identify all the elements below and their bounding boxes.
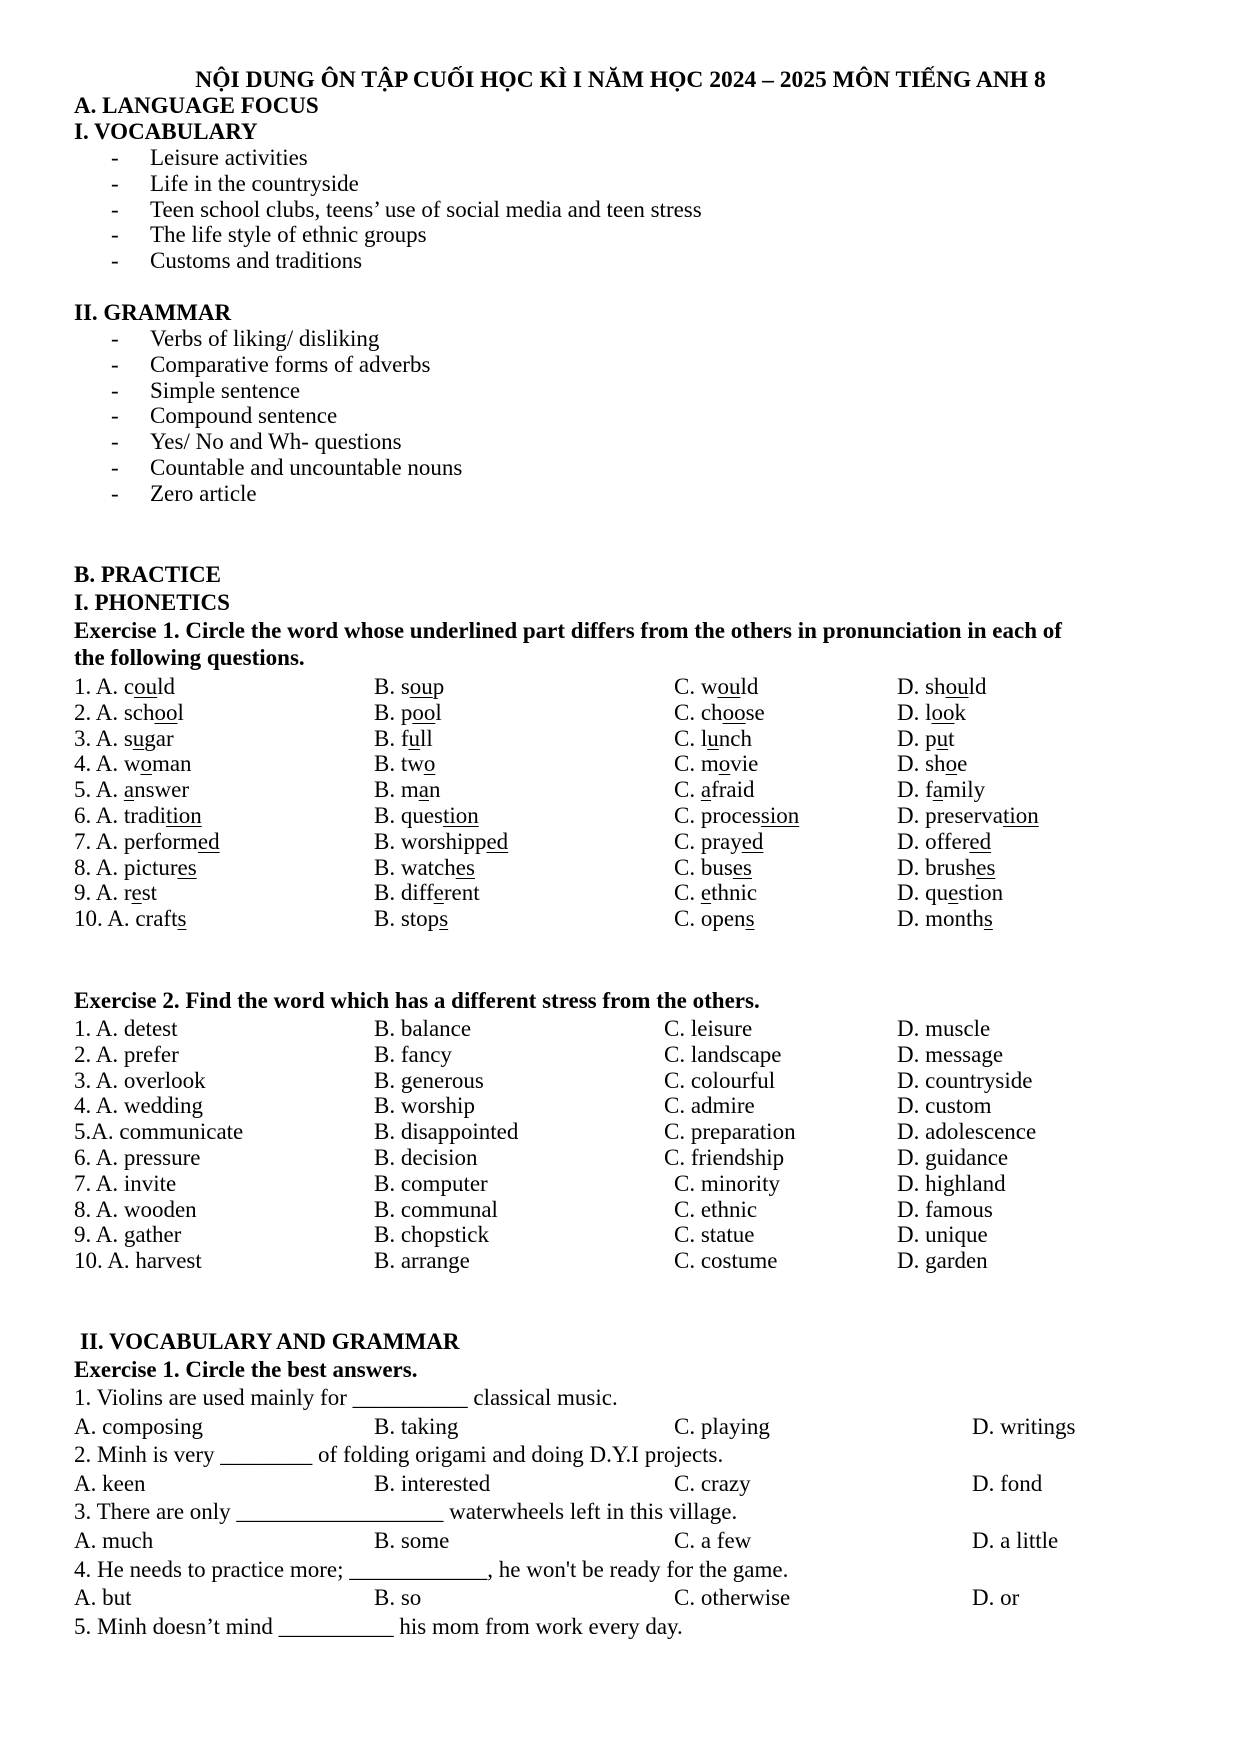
answer-option xyxy=(897,673,986,701)
answer-option xyxy=(374,828,508,856)
bullet-item: Zero article xyxy=(150,480,257,506)
bullet-item: Comparative forms of adverbs xyxy=(150,351,431,377)
answer-option xyxy=(674,725,752,753)
answer-option: D. or xyxy=(972,1585,1020,1611)
underlined-part: es xyxy=(732,854,752,880)
option-text-before: B. f xyxy=(374,725,409,751)
option-text-after: vie xyxy=(730,751,759,777)
underlined-part: s xyxy=(983,906,993,932)
answer-option xyxy=(674,750,758,778)
answer-option: C. landscape xyxy=(664,1041,782,1067)
answer-option xyxy=(74,854,197,882)
underlined-part: a xyxy=(123,777,135,803)
option-text-after: rent xyxy=(443,880,480,906)
option-text-before: D. month xyxy=(897,906,984,932)
answer-option: A. composing xyxy=(74,1413,204,1439)
option-text-before: C. bus xyxy=(674,854,733,880)
bullet-dash: - xyxy=(111,326,119,351)
answer-option: B. communal xyxy=(374,1196,498,1222)
answer-option: 7. A. invite xyxy=(74,1170,177,1196)
answer-option: 1. A. detest xyxy=(74,1016,178,1041)
exercise-1-instruction-cont: the following questions. xyxy=(74,645,305,670)
option-text-after: fraid xyxy=(711,777,755,803)
option-text-before: D. f xyxy=(897,777,933,803)
vocabulary-heading: I. VOCABULARY xyxy=(74,119,258,144)
option-text-before: 8. A. pictur xyxy=(74,854,178,880)
answer-option xyxy=(897,905,993,933)
answer-option xyxy=(374,725,433,753)
bullet-dash: - xyxy=(111,196,119,222)
underlined-part: e xyxy=(131,880,142,906)
answer-option: C. minority xyxy=(674,1170,781,1196)
bullet-dash: - xyxy=(111,145,119,170)
answer-option xyxy=(74,699,184,727)
answer-option: D. famous xyxy=(897,1196,993,1222)
underlined-part: s xyxy=(439,906,449,932)
answer-option xyxy=(897,802,1039,830)
page-title: NỘI DUNG ÔN TẬP CUỐI HỌC KÌ I NĂM HỌC 2024 – 2025 MÔN TIẾNG ANH 8 xyxy=(195,67,1046,93)
answer-option: D. writings xyxy=(972,1413,1076,1439)
answer-option: D. countryside xyxy=(897,1067,1033,1093)
option-text-before: 7. A. perform xyxy=(74,828,198,854)
option-text-before: C. xyxy=(674,777,701,803)
answer-option xyxy=(674,854,752,882)
option-text-before: D. brush xyxy=(897,854,977,880)
answer-option: B. taking xyxy=(374,1413,459,1439)
answer-option: B. arrange xyxy=(374,1248,470,1274)
bullet-item: Verbs of liking/ disliking xyxy=(150,326,380,351)
underlined-part: tion xyxy=(1003,803,1039,828)
bullet-dash: - xyxy=(111,351,119,377)
option-text-before: 10. A. craft xyxy=(74,906,178,932)
option-text-before: D. offer xyxy=(897,828,970,854)
option-text-after: nswer xyxy=(134,777,189,803)
option-text-before: B. stop xyxy=(374,906,440,932)
underlined-part: ed xyxy=(741,828,764,854)
answer-option: C. costume xyxy=(674,1248,778,1274)
answer-option xyxy=(374,776,440,804)
answer-option xyxy=(374,750,435,778)
underlined-part: es xyxy=(455,854,475,880)
bullet-item: Compound sentence xyxy=(150,403,338,429)
option-text-before: D. preserva xyxy=(897,803,1004,828)
answer-option: C. admire xyxy=(664,1093,755,1119)
underlined-part: es xyxy=(177,854,197,880)
answer-option: 9. A. gather xyxy=(74,1222,182,1248)
answer-option: C. friendship xyxy=(664,1145,785,1170)
option-text-after: p xyxy=(432,674,445,699)
answer-option xyxy=(74,802,202,830)
underlined-part: tion xyxy=(443,803,479,828)
answer-option xyxy=(674,699,765,727)
underlined-part: ou xyxy=(134,674,158,699)
answer-option: B. so xyxy=(374,1585,422,1611)
answer-option: 2. A. prefer xyxy=(74,1041,179,1067)
underlined-part: s xyxy=(177,906,187,932)
option-text-before: 2. A. sch xyxy=(74,699,155,725)
answer-option: 4. A. wedding xyxy=(74,1093,204,1119)
answer-option xyxy=(74,673,175,701)
underlined-part: tion xyxy=(166,803,202,828)
underlined-part: a xyxy=(932,777,943,803)
bullet-item: Yes/ No and Wh- questions xyxy=(150,429,402,455)
answer-option xyxy=(374,699,442,727)
bullet-dash: - xyxy=(111,403,119,429)
answer-option: C. statue xyxy=(674,1222,755,1248)
answer-option: 8. A. wooden xyxy=(74,1196,197,1222)
bullet-item: The life style of ethnic groups xyxy=(150,222,427,248)
underlined-part: oo xyxy=(154,699,178,725)
underlined-part: ou xyxy=(945,674,969,699)
option-text-after: thnic xyxy=(711,880,758,906)
exercise-1-instruction: Exercise 1. Circle the word whose underlined part differs from the others in pronunciation in each of xyxy=(74,618,1062,643)
underlined-part: oo xyxy=(722,699,746,725)
underlined-part: oo xyxy=(412,699,436,725)
underlined-part: u xyxy=(132,725,145,751)
option-text-before: B. ques xyxy=(374,803,443,828)
grammar-heading: II. GRAMMAR xyxy=(74,300,232,325)
underlined-part: ed xyxy=(486,828,509,854)
answer-option: D. a little xyxy=(972,1528,1059,1553)
option-text-after: ll xyxy=(420,725,433,751)
option-text-before: B. m xyxy=(374,777,419,803)
question-text: 4. He needs to practice more; ____________, he won't be ready for the game. xyxy=(74,1556,789,1582)
option-text-after: stion xyxy=(958,880,1004,906)
question-text: 5. Minh doesn’t mind __________ his mom from work every day. xyxy=(74,1613,683,1639)
answer-option xyxy=(374,673,444,701)
option-text-before: C. w xyxy=(674,674,718,699)
answer-option: C. leisure xyxy=(664,1016,753,1041)
vg-exercise-1-instruction: Exercise 1. Circle the best answers. xyxy=(74,1357,418,1382)
answer-option: C. otherwise xyxy=(674,1585,791,1611)
option-text-before: C. m xyxy=(674,751,719,777)
answer-option: B. decision xyxy=(374,1145,478,1170)
underlined-part: o xyxy=(718,751,731,777)
option-text-before: C. open xyxy=(674,906,746,932)
answer-option: B. worship xyxy=(374,1093,475,1119)
answer-option: A. but xyxy=(74,1585,132,1611)
bullet-item: Simple sentence xyxy=(150,377,301,403)
answer-option: D. fond xyxy=(972,1470,1043,1496)
bullet-item: Leisure activities xyxy=(150,145,308,170)
bullet-dash: - xyxy=(111,429,119,455)
answer-option: B. disappointed xyxy=(374,1119,519,1145)
answer-option: 3. A. overlook xyxy=(74,1067,206,1093)
option-text-before: D. sh xyxy=(897,751,946,777)
underlined-part: o xyxy=(140,751,152,777)
answer-option: B. balance xyxy=(374,1016,472,1041)
option-text-before: D. sh xyxy=(897,674,946,699)
underlined-part: o xyxy=(423,751,436,777)
question-text: 2. Minh is very ________ of folding origami and doing D.Y.I projects. xyxy=(74,1442,724,1468)
underlined-part: oo xyxy=(931,699,955,725)
underlined-part: u xyxy=(408,725,420,751)
answer-option: D. adolescence xyxy=(897,1119,1037,1145)
answer-option: C. ethnic xyxy=(674,1196,758,1222)
option-text-before: B. diff xyxy=(374,880,434,906)
answer-option: B. generous xyxy=(374,1067,484,1093)
option-text-after: e xyxy=(957,751,968,777)
bullet-item: Countable and uncountable nouns xyxy=(150,455,463,480)
bullet-dash: - xyxy=(111,222,119,248)
answer-option xyxy=(674,673,758,701)
option-text-before: D. p xyxy=(897,725,937,751)
answer-option xyxy=(74,776,189,804)
answer-option xyxy=(674,802,799,830)
answer-option: B. interested xyxy=(374,1470,491,1496)
option-text-before: B. worshipp xyxy=(374,828,487,854)
underlined-part: ou xyxy=(717,674,741,699)
underlined-part: u xyxy=(936,725,949,751)
answer-option: B. computer xyxy=(374,1170,488,1196)
bullet-dash: - xyxy=(111,455,119,480)
underlined-part: sion xyxy=(760,803,800,828)
bullet-dash: - xyxy=(111,248,119,274)
answer-option xyxy=(374,802,479,830)
option-text-after: se xyxy=(745,699,765,725)
option-text-before: 5. A. xyxy=(74,777,124,803)
option-text-after: k xyxy=(954,699,966,725)
answer-option: B. chopstick xyxy=(374,1222,489,1248)
option-text-before: C. l xyxy=(674,725,708,751)
option-text-before: C. ch xyxy=(674,699,723,725)
answer-option xyxy=(74,879,157,907)
option-text-before: 6. A. tradi xyxy=(74,803,166,828)
question-text: 3. There are only __________________ waterwheels left in this village. xyxy=(74,1499,738,1525)
underlined-part: ed xyxy=(969,828,992,854)
answer-option: B. fancy xyxy=(374,1041,452,1067)
answer-option xyxy=(674,905,755,933)
option-text-before: 9. A. r xyxy=(74,880,132,906)
exercise-2-instruction: Exercise 2. Find the word which has a different stress from the others. xyxy=(74,988,760,1013)
option-text-before: B. watch xyxy=(374,854,456,880)
option-text-before: C. xyxy=(674,880,701,906)
option-text-after: ld xyxy=(157,674,175,699)
answer-option xyxy=(897,776,985,804)
answer-option: D. garden xyxy=(897,1248,988,1274)
underlined-part: a xyxy=(700,777,712,803)
answer-option xyxy=(897,725,955,753)
underlined-part: a xyxy=(418,777,429,803)
answer-option xyxy=(74,750,192,778)
option-text-before: 4. A. w xyxy=(74,751,141,777)
answer-option: D. muscle xyxy=(897,1016,991,1041)
answer-option xyxy=(674,879,757,907)
bullet-dash: - xyxy=(111,377,119,403)
answer-option: D. guidance xyxy=(897,1145,1009,1170)
underlined-part: u xyxy=(707,725,719,751)
answer-option xyxy=(897,879,1003,907)
option-text-after: gar xyxy=(144,725,174,751)
option-text-before: 3. A. s xyxy=(74,725,133,751)
bullet-item: Customs and traditions xyxy=(150,248,363,274)
option-text-before: B. p xyxy=(374,699,413,725)
option-text-before: C. proces xyxy=(674,803,761,828)
answer-option xyxy=(374,905,448,933)
answer-option: C. colourful xyxy=(664,1067,776,1093)
option-text-before: B. tw xyxy=(374,751,424,777)
bullet-item: Teen school clubs, teens’ use of social media and teen stress xyxy=(150,196,702,222)
underlined-part: ed xyxy=(197,828,220,854)
answer-option xyxy=(74,905,186,933)
answer-option xyxy=(897,828,991,856)
answer-option: 5.A. communicate xyxy=(74,1119,244,1145)
answer-option: D. custom xyxy=(897,1093,992,1119)
option-text-before: C. pray xyxy=(674,828,742,854)
bullet-dash: - xyxy=(111,170,119,196)
answer-option xyxy=(674,776,754,804)
answer-option: 10. A. harvest xyxy=(74,1248,202,1274)
option-text-after: l xyxy=(435,699,442,725)
option-text-after: mily xyxy=(943,777,986,803)
underlined-part: ou xyxy=(409,674,433,699)
answer-option xyxy=(897,750,967,778)
answer-option xyxy=(374,854,475,882)
section-a-heading: A. LANGUAGE FOCUS xyxy=(74,93,319,118)
phonetics-heading: I. PHONETICS xyxy=(74,590,230,615)
answer-option xyxy=(897,699,966,727)
answer-option xyxy=(74,828,220,856)
option-text-before: D. qu xyxy=(897,880,949,906)
answer-option: D. unique xyxy=(897,1222,988,1248)
option-text-before: D. l xyxy=(897,699,932,725)
answer-option: 6. A. pressure xyxy=(74,1145,201,1170)
answer-option: D. highland xyxy=(897,1170,1006,1196)
option-text-after: t xyxy=(948,725,955,751)
option-text-after: nch xyxy=(718,725,752,751)
bullet-item: Life in the countryside xyxy=(150,170,359,196)
answer-option: D. message xyxy=(897,1041,1004,1067)
option-text-after: ld xyxy=(740,674,759,699)
option-text-after: man xyxy=(151,751,192,777)
answer-option: C. a few xyxy=(674,1528,752,1553)
bullet-dash: - xyxy=(111,480,119,506)
option-text-after: l xyxy=(177,699,184,725)
option-text-after: n xyxy=(428,777,441,803)
option-text-before: B. s xyxy=(374,674,410,699)
answer-option: C. playing xyxy=(674,1413,770,1439)
answer-option xyxy=(897,854,995,882)
option-text-after: ld xyxy=(968,674,987,699)
answer-option: B. some xyxy=(374,1528,450,1553)
underlined-part: o xyxy=(945,751,958,777)
underlined-part: e xyxy=(948,880,959,906)
answer-option xyxy=(74,725,174,753)
underlined-part: e xyxy=(433,880,444,906)
underlined-part: s xyxy=(745,906,755,932)
underlined-part: es xyxy=(976,854,996,880)
answer-option: C. crazy xyxy=(674,1470,751,1496)
answer-option: A. keen xyxy=(74,1470,146,1496)
answer-option: C. preparation xyxy=(664,1119,796,1145)
underlined-part: e xyxy=(700,880,712,906)
question-text: 1. Violins are used mainly for __________ classical music. xyxy=(74,1385,618,1410)
answer-option: A. much xyxy=(74,1528,154,1553)
vocab-grammar-heading: II. VOCABULARY AND GRAMMAR xyxy=(80,1329,460,1354)
answer-option xyxy=(374,879,480,907)
section-b-heading: B. PRACTICE xyxy=(74,562,221,587)
answer-option xyxy=(674,828,763,856)
option-text-before: 1. A. c xyxy=(74,674,135,699)
option-text-after: st xyxy=(141,880,158,906)
